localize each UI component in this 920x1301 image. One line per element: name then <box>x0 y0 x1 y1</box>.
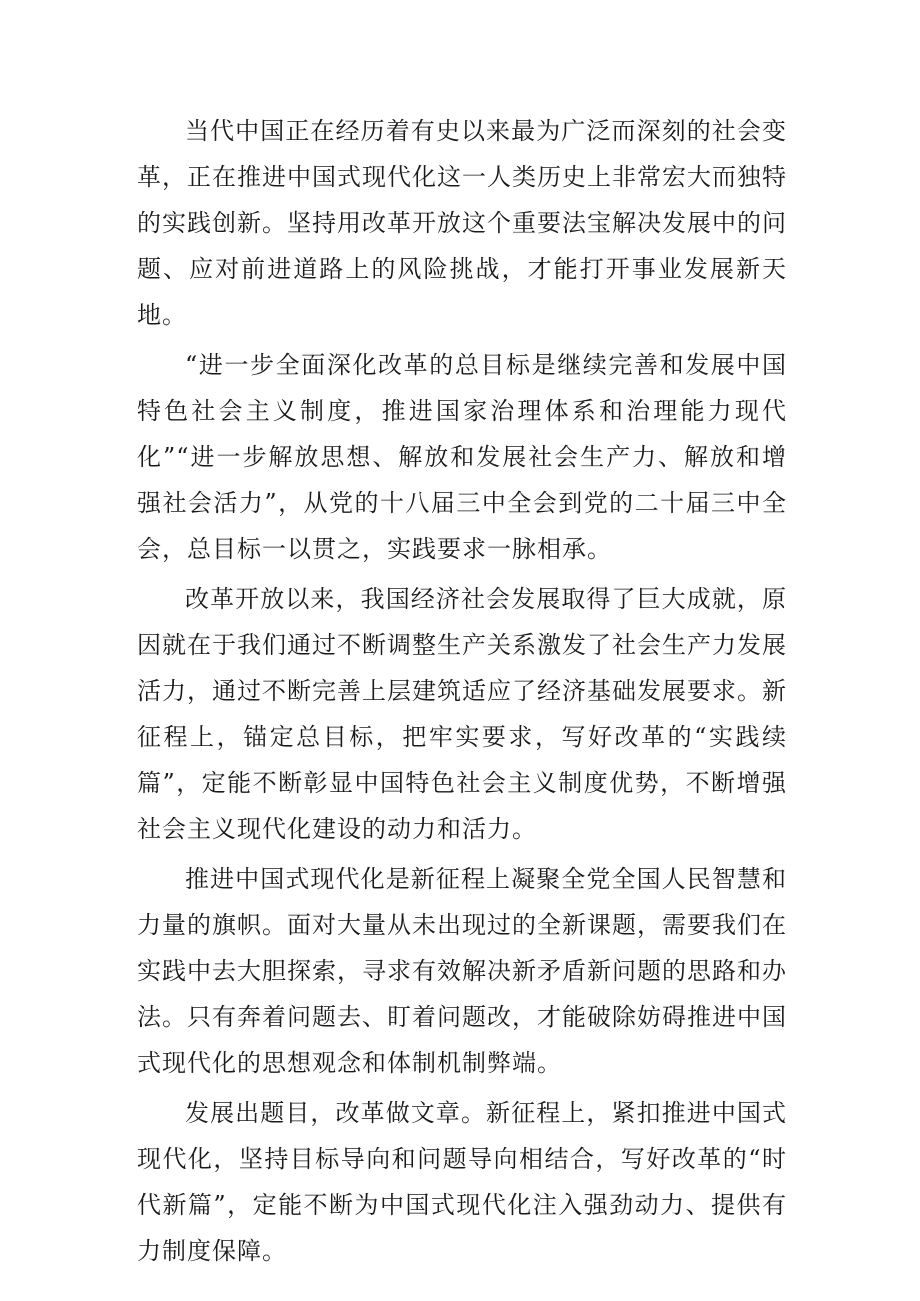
paragraph-5: 发展出题目，改革做文章。新征程上，紧扣推进中国式现代化，坚持目标导向和问题导向相结合，写好改革的“时代新篇”，定能不断为中国式现代化注入强劲动力、提供有力制度保障。 <box>137 1099 787 1265</box>
article-body <box>137 108 787 1278</box>
paragraph-4: 推进中国式现代化是新征程上凝聚全党全国人民智慧和力量的旗帜。面对大量从未出现过的全新课题，需要我们在实践中去大胆探索，寻求有效解决新矛盾新问题的思路和办法。只有奔着问题去、盯着问题改，才能破除妨碍推进中国式现代化的思想观念和体制机制弊端。 <box>137 865 787 1077</box>
paragraph-1: 当代中国正在经历着有史以来最为广泛而深刻的社会变革，正在推进中国式现代化这一人类历史上非常宏大而独特的实践创新。坚持用改革开放这个重要法宝解决发展中的问题、应对前进道路上的风险挑战，才能打开事业发展新天地。 <box>137 117 787 329</box>
paragraph-3: 改革开放以来，我国经济社会发展取得了巨大成就，原因就在于我们通过不断调整生产关系激发了社会生产力发展活力，通过不断完善上层建筑适应了经济基础发展要求。新征程上，锚定总目标，把牢实要求，写好改革的“实践续篇”，定能不断彰显中国特色社会主义制度优势，不断增强社会主义现代化建设的动力和活力。 <box>137 585 787 843</box>
paragraph-2: “进一步全面深化改革的总目标是继续完善和发展中国特色社会主义制度，推进国家治理体系和治理能力现代化”“进一步解放思想、解放和发展社会生产力、解放和增强社会活力”，从党的十八届三中全会到党的二十届三中全会，总目标一以贯之，实践要求一脉相承。 <box>137 351 787 563</box>
